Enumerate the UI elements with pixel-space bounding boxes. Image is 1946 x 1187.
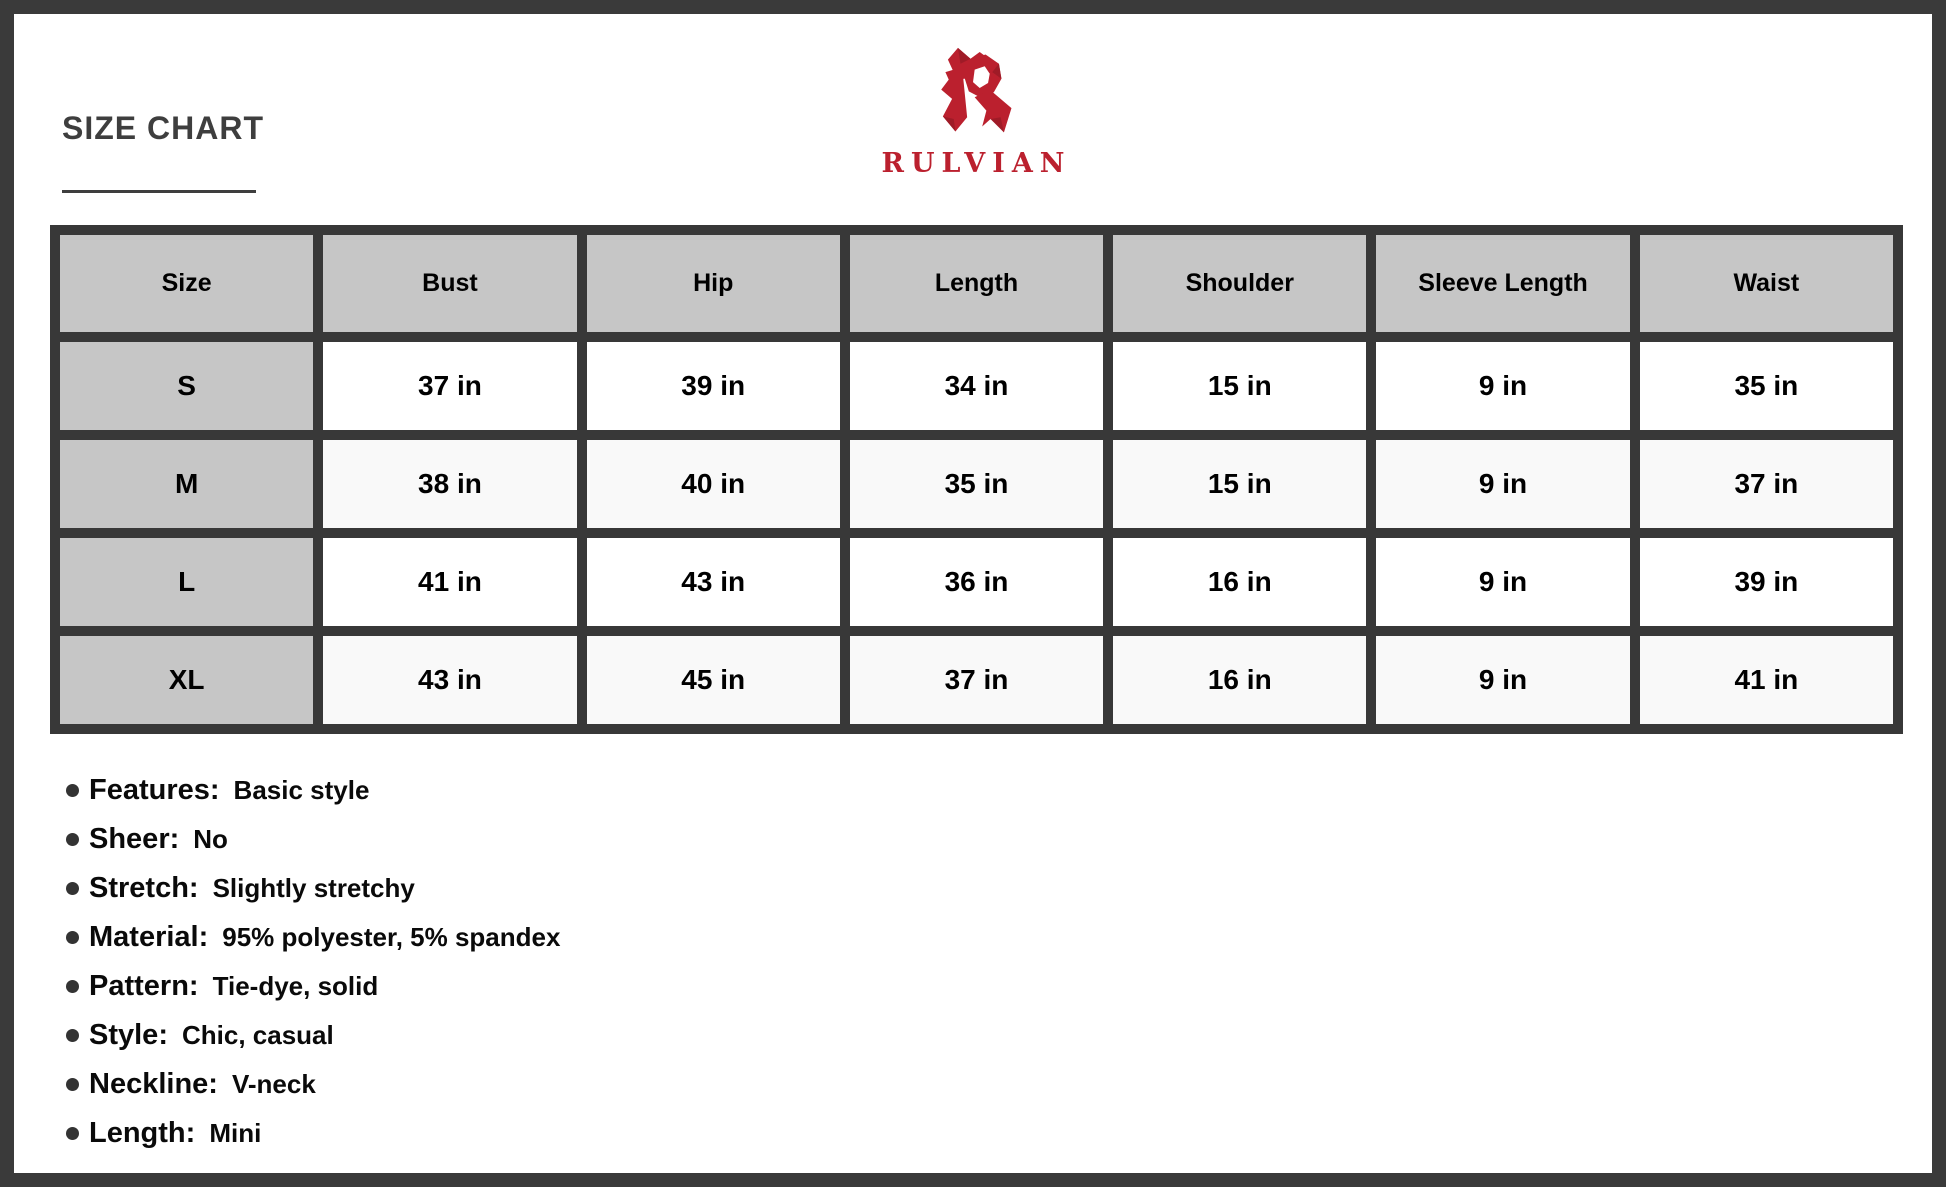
value-cell: 15 in xyxy=(1113,440,1366,528)
table-row-m xyxy=(60,440,1893,528)
header-cell-sleeve-length: Sleeve Length xyxy=(1376,235,1629,332)
detail-label: Sheer: xyxy=(89,823,180,855)
detail-value: Tie-dye, solid xyxy=(212,971,379,1001)
title-underline xyxy=(62,190,256,193)
header-cell-bust: Bust xyxy=(323,235,576,332)
value-cell: 36 in xyxy=(850,538,1103,626)
value-cell: 41 in xyxy=(323,538,576,626)
value-cell: 16 in xyxy=(1113,538,1366,626)
detail-item-pattern xyxy=(66,962,560,1011)
value-cell: 45 in xyxy=(587,636,840,724)
value-cell: 43 in xyxy=(587,538,840,626)
value-cell: 34 in xyxy=(850,342,1103,430)
value-cell: 9 in xyxy=(1376,636,1629,724)
details-list xyxy=(66,766,560,1158)
detail-label: Material: xyxy=(89,921,209,953)
size-cell: S xyxy=(60,342,313,430)
detail-value: Mini xyxy=(209,1118,262,1148)
header-row xyxy=(60,235,1893,332)
detail-value: Chic, casual xyxy=(181,1020,334,1050)
header-cell-waist: Waist xyxy=(1640,235,1893,332)
value-cell: 43 in xyxy=(323,636,576,724)
detail-value: Slightly stretchy xyxy=(212,873,415,903)
detail-item-features xyxy=(66,766,560,815)
value-cell: 9 in xyxy=(1376,538,1629,626)
header-cell-size: Size xyxy=(60,235,313,332)
value-cell: 41 in xyxy=(1640,636,1893,724)
bullet-icon xyxy=(66,784,79,797)
detail-label: Stretch: xyxy=(89,872,199,904)
rulvian-r-icon xyxy=(927,38,1019,138)
value-cell: 37 in xyxy=(1640,440,1893,528)
value-cell: 9 in xyxy=(1376,440,1629,528)
value-cell: 35 in xyxy=(1640,342,1893,430)
detail-label: Pattern: xyxy=(89,970,199,1002)
table-row-l xyxy=(60,538,1893,626)
header-cell-hip: Hip xyxy=(587,235,840,332)
value-cell: 38 in xyxy=(323,440,576,528)
detail-label: Features: xyxy=(89,774,220,806)
size-cell: M xyxy=(60,440,313,528)
bullet-icon xyxy=(66,882,79,895)
header-cell-length: Length xyxy=(850,235,1103,332)
detail-item-material xyxy=(66,913,560,962)
brand-wordmark: RULVIAN xyxy=(881,148,1072,179)
page-title: SIZE CHART xyxy=(62,110,264,146)
size-table xyxy=(50,225,1903,734)
bullet-icon xyxy=(66,931,79,944)
value-cell: 35 in xyxy=(850,440,1103,528)
value-cell: 37 in xyxy=(850,636,1103,724)
detail-item-length xyxy=(66,1109,560,1158)
value-cell: 16 in xyxy=(1113,636,1366,724)
detail-label: Length: xyxy=(89,1117,196,1149)
bullet-icon xyxy=(66,980,79,993)
size-table-wrap xyxy=(50,225,1903,734)
detail-value: No xyxy=(193,824,228,854)
bullet-icon xyxy=(66,1078,79,1091)
detail-item-style xyxy=(66,1011,560,1060)
value-cell: 15 in xyxy=(1113,342,1366,430)
value-cell: 37 in xyxy=(323,342,576,430)
detail-value: 95% polyester, 5% spandex xyxy=(222,922,561,952)
size-cell: L xyxy=(60,538,313,626)
value-cell: 39 in xyxy=(1640,538,1893,626)
brand-logo xyxy=(14,38,1932,179)
header-cell-shoulder: Shoulder xyxy=(1113,235,1366,332)
detail-item-stretch xyxy=(66,864,560,913)
bullet-icon xyxy=(66,833,79,846)
detail-label: Neckline: xyxy=(89,1068,218,1100)
detail-value: V-neck xyxy=(231,1069,316,1099)
size-cell: XL xyxy=(60,636,313,724)
bullet-icon xyxy=(66,1029,79,1042)
detail-item-sheer xyxy=(66,815,560,864)
value-cell: 40 in xyxy=(587,440,840,528)
value-cell: 9 in xyxy=(1376,342,1629,430)
table-row-xl xyxy=(60,636,1893,724)
table-row-s xyxy=(60,342,1893,430)
detail-value: Basic style xyxy=(233,775,370,805)
detail-item-neckline xyxy=(66,1060,560,1109)
detail-label: Style: xyxy=(89,1019,168,1051)
value-cell: 39 in xyxy=(587,342,840,430)
bullet-icon xyxy=(66,1127,79,1140)
